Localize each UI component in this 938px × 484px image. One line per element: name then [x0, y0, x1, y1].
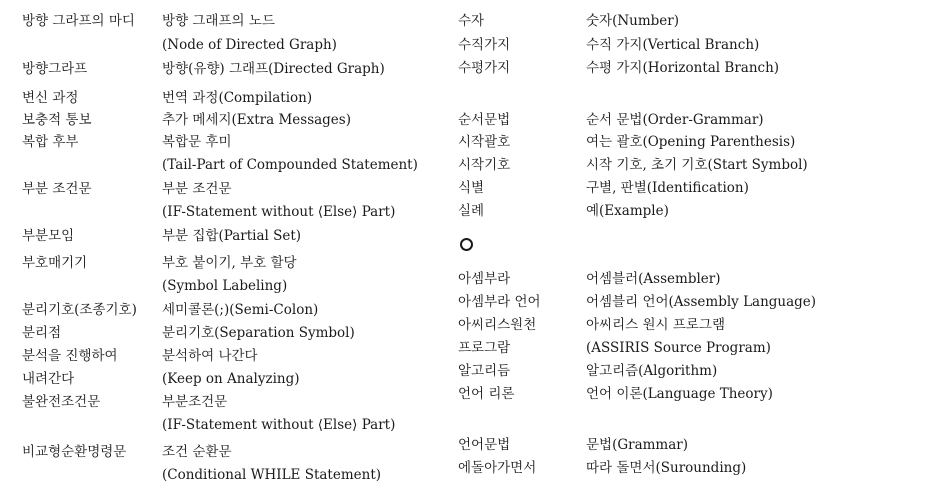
entry-term: 불완전조건문 [22, 394, 101, 410]
entry-term: 언어 리론 [458, 386, 515, 402]
entry-term: 방향 그라프의 마디 [22, 13, 135, 29]
entry-definition: 알고리즘(Algorithm) [586, 363, 718, 379]
entry-definition: 순서 문법(Order-Grammar) [586, 112, 764, 128]
entry-term: 부호매기기 [22, 255, 88, 271]
entry-definition: 아씨리스 원시 프로그램 [586, 317, 725, 333]
entry-term: 수평가지 [458, 60, 511, 76]
entry-definition: 수직 가지(Vertical Branch) [586, 37, 760, 53]
entry-term: 에돌아가면서 [458, 460, 537, 476]
entry-definition: 여는 괄호(Opening Parenthesis) [586, 134, 796, 150]
entry-definition: 수평 가지(Horizontal Branch) [586, 60, 780, 76]
entry-definition: (Node of Directed Graph) [162, 37, 337, 53]
entry-term: 프로그람 [458, 340, 511, 356]
entry-definition: (IF-Statement without ⟨Else⟩ Part) [162, 204, 396, 220]
entry-term: 내려간다 [22, 371, 75, 387]
entry-definition: (Keep on Analyzing) [162, 371, 300, 387]
entry-definition: 부호 붙이기, 부호 할당 [162, 255, 297, 271]
entry-term: 순서문법 [458, 112, 511, 128]
entry-definition: 조건 순환문 [162, 444, 232, 460]
entry-definition: 따라 돌면서(Surounding) [586, 460, 747, 476]
entry-definition: 어셈블러(Assembler) [586, 271, 721, 287]
entry-definition: 복합문 후미 [162, 134, 232, 150]
section-divider-circle-icon [460, 238, 473, 251]
entry-term: 아씨리스원천 [458, 317, 537, 333]
entry-term: 아셈부라 언어 [458, 294, 541, 310]
entry-term: 시작괄호 [458, 134, 511, 150]
entry-term: 분석을 진행하여 [22, 348, 118, 364]
entry-term: 시작기호 [458, 157, 511, 173]
entry-definition: 숫자(Number) [586, 13, 680, 29]
entry-term: 수직가지 [458, 37, 511, 53]
entry-definition: (Conditional WHILE Statement) [162, 467, 382, 483]
entry-term: 수자 [458, 13, 485, 29]
entry-definition: 분리기호(Separation Symbol) [162, 325, 355, 341]
entry-definition: (IF-Statement without ⟨Else⟩ Part) [162, 417, 396, 433]
entry-definition: 방향(유향) 그래프(Directed Graph) [162, 61, 385, 77]
entry-definition: 번역 과정(Compilation) [162, 90, 313, 106]
entry-definition: 분석하여 나간다 [162, 348, 258, 364]
entry-definition: 부분 집합(Partial Set) [162, 228, 302, 244]
entry-definition: (ASSIRIS Source Program) [586, 340, 771, 356]
entry-term: 부분 조건문 [22, 181, 92, 197]
entry-definition: 구별, 판별(Identification) [586, 180, 749, 196]
entry-term: 실례 [458, 203, 485, 219]
entry-term: 분리기호(조종기호) [22, 302, 137, 318]
entry-definition: 방향 그래프의 노드 [162, 13, 275, 29]
entry-definition: (Tail-Part of Compounded Statement) [162, 157, 418, 173]
entry-term: 언어문법 [458, 437, 511, 453]
entry-definition: 부분조건문 [162, 394, 228, 410]
entry-term: 방향그라프 [22, 61, 88, 77]
entry-definition: 부분 조건문 [162, 181, 232, 197]
entry-term: 변신 과정 [22, 90, 79, 106]
entry-definition: 추가 메세지(Extra Messages) [162, 112, 351, 128]
entry-term: 복합 후부 [22, 134, 79, 150]
entry-definition: 세미콜론(;)(Semi-Colon) [162, 302, 319, 318]
entry-term: 보충적 통보 [22, 112, 92, 128]
entry-term: 분리점 [22, 325, 62, 341]
entry-term: 비교형순환명령문 [22, 444, 127, 460]
entry-definition: 어셈블리 언어(Assembly Language) [586, 294, 817, 310]
entry-definition: (Symbol Labeling) [162, 278, 288, 294]
entry-term: 알고리듬 [458, 363, 511, 379]
entry-term: 아셈부라 [458, 271, 511, 287]
entry-term: 식별 [458, 180, 485, 196]
entry-definition: 언어 이론(Language Theory) [586, 386, 773, 402]
entry-term: 부분모임 [22, 228, 75, 244]
entry-definition: 예(Example) [586, 203, 669, 219]
entry-definition: 시작 기호, 초기 기호(Start Symbol) [586, 157, 808, 173]
entry-definition: 문법(Grammar) [586, 437, 689, 453]
